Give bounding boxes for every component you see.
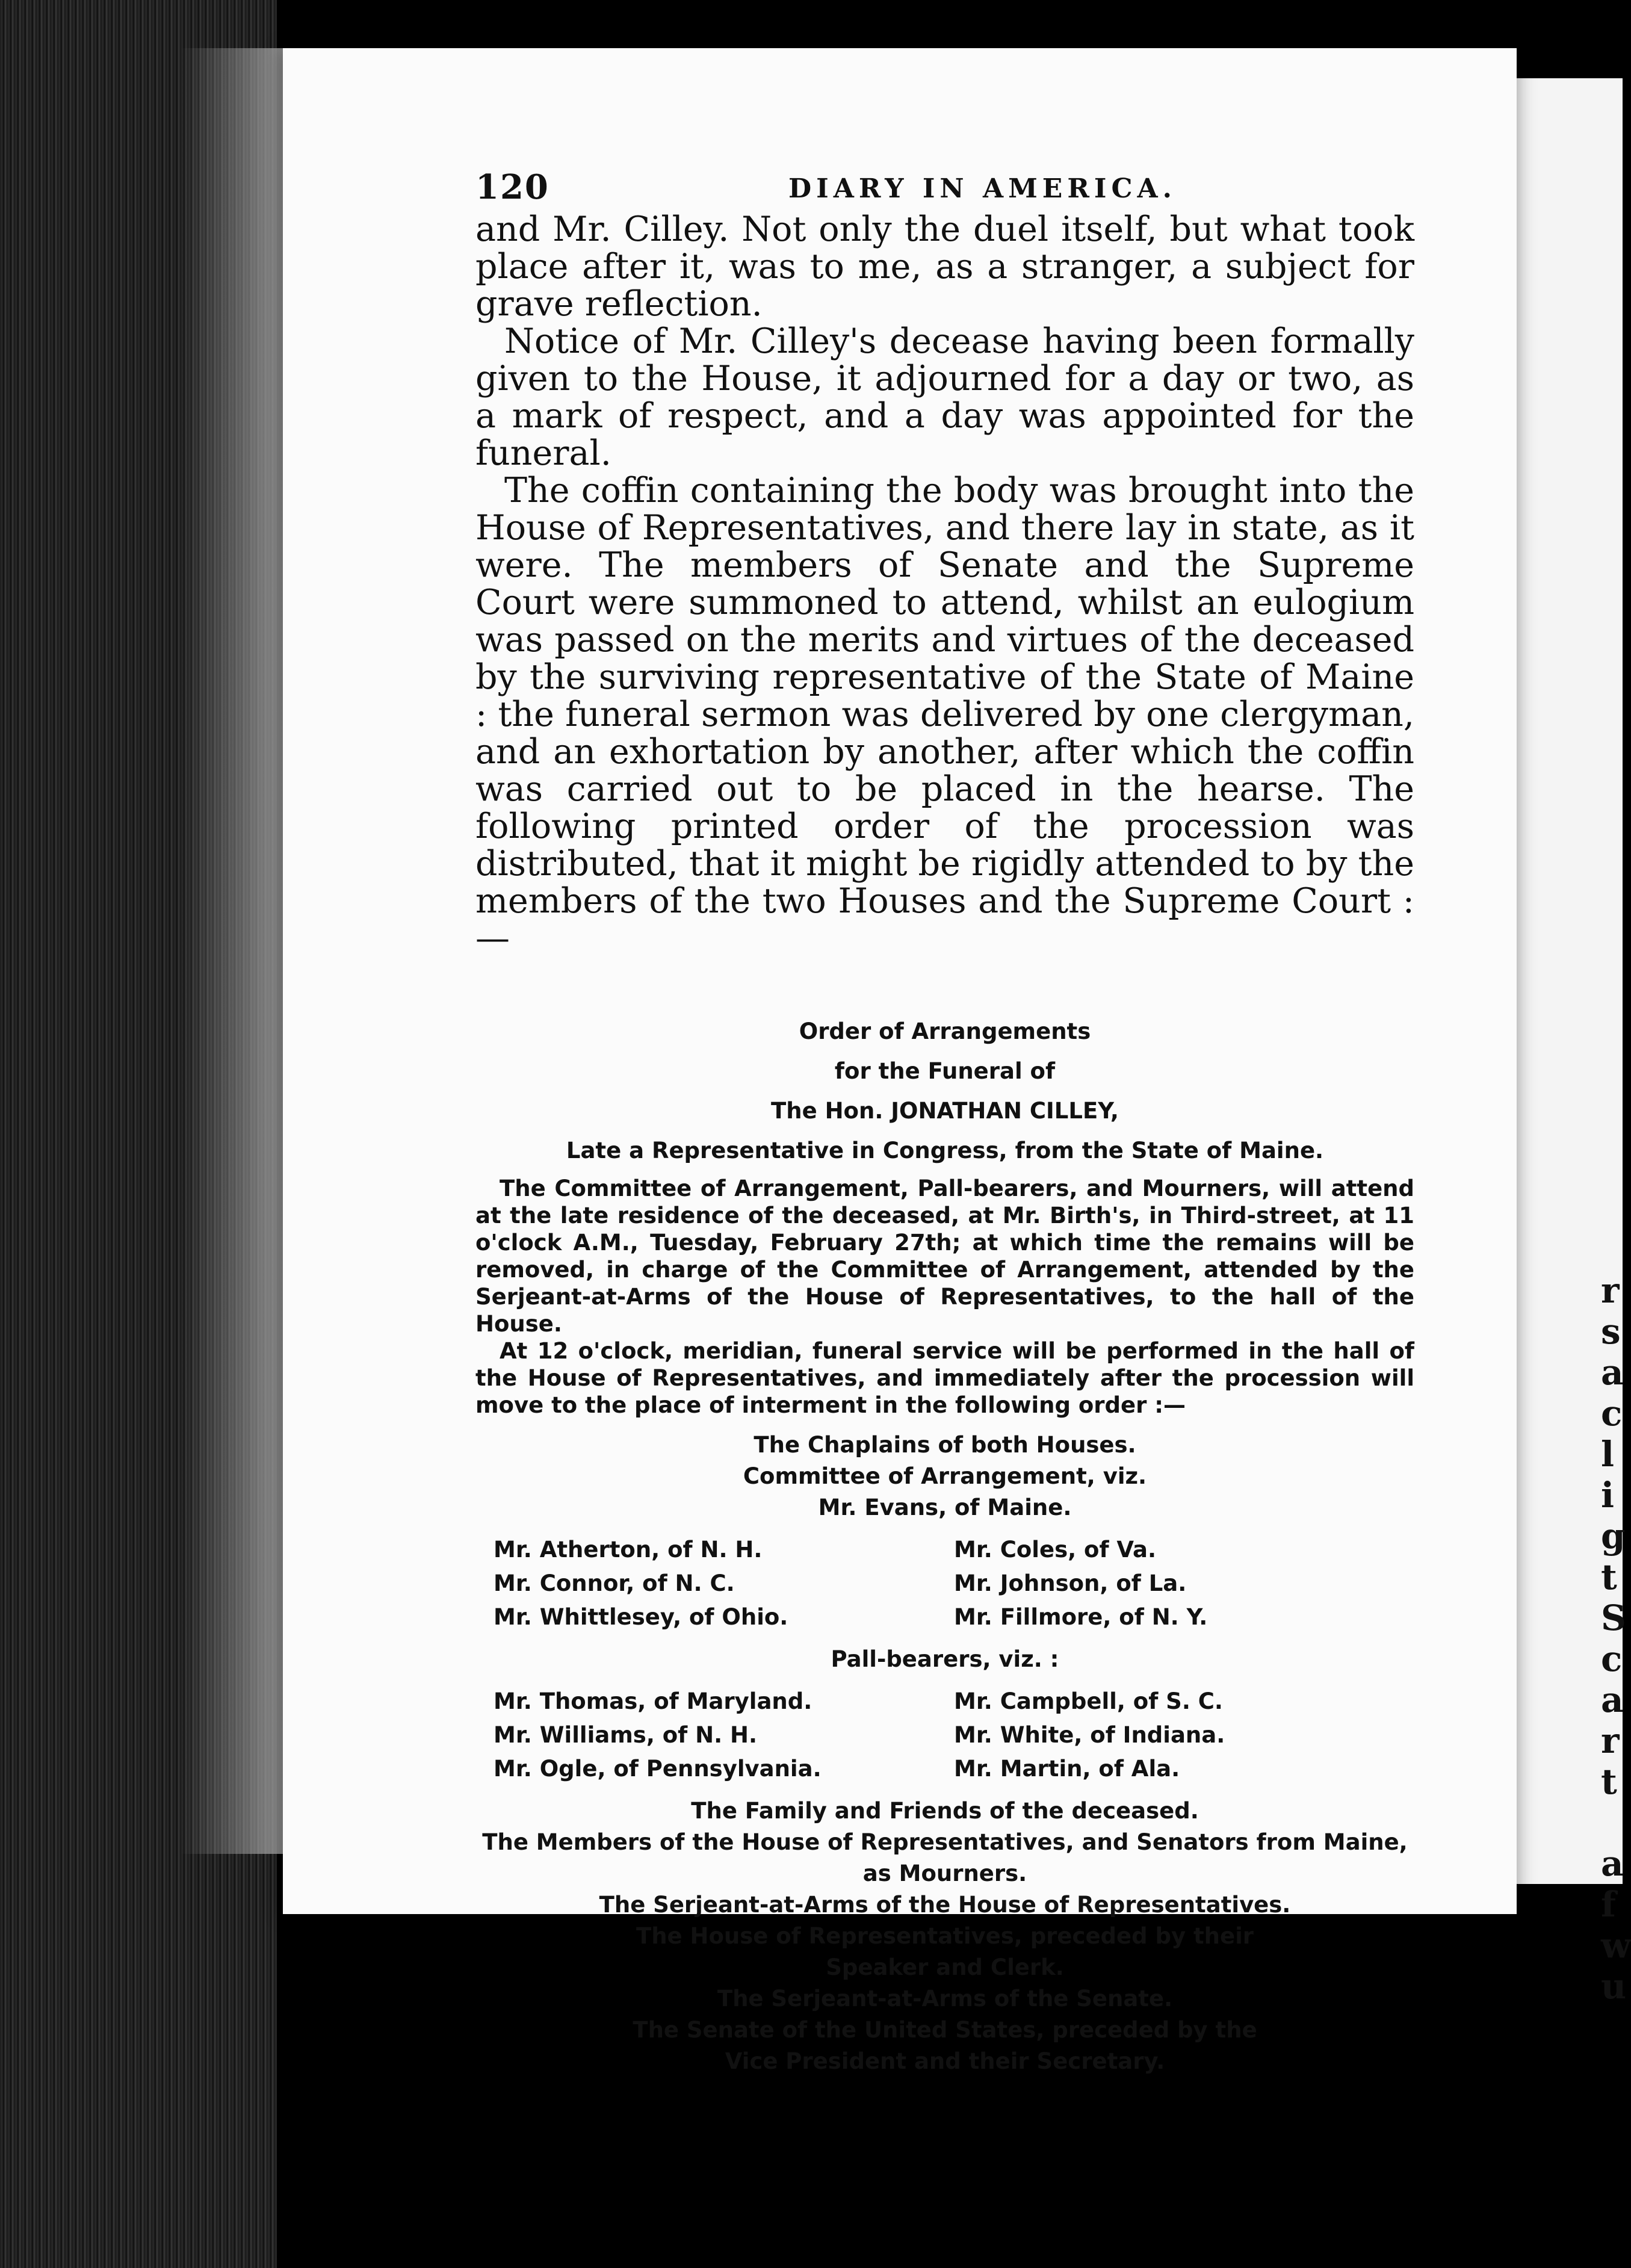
procession-line: The Senate of the United States, preceded by the: [633, 2017, 1257, 2043]
facing-page-letter: w: [1601, 1925, 1631, 1966]
facing-page-letter: u: [1601, 1966, 1627, 2007]
list-item: Mr. Atherton, of N. H.: [494, 1537, 763, 1563]
pallbearers-label: Pall-bearers, viz. :: [831, 1646, 1059, 1672]
committee-members: [494, 1533, 1414, 1634]
paragraph-3: The coffin containing the body was brought into the House of Representatives, and there lay in state, as it were. The members of Senate and the Supreme Court were summoned to attend, whilst an eulogium was passed on the merits and virtues of the deceased by the surviving representative of the State of Maine : the funeral sermon was delivered by one clergyman, and an exhortation by another, after which the coffin was carried out to be placed in the hearse. The following printed order of the procession was distributed, that it might be rigidly attended to by the members of the two Houses and the Supreme Court :—: [475, 471, 1414, 958]
procession-line: The Family and Friends of the deceased.: [691, 1798, 1199, 1824]
chaplains-line: The Chaplains of both Houses.: [754, 1432, 1136, 1458]
list-item: Mr. Thomas, of Maryland.: [494, 1688, 812, 1714]
pallbearers-members: [494, 1685, 1414, 1786]
procession-line: Speaker and Clerk.: [826, 1954, 1064, 1980]
list-item: Mr. Ogle, of Pennsylvania.: [494, 1756, 822, 1782]
procession-line: The Serjeant-at-Arms of the House of Representatives.: [599, 1892, 1291, 1918]
page-content: [475, 167, 1414, 2077]
facing-page-letter: t: [1601, 1761, 1617, 1802]
list-item: Mr. White, of Indiana.: [954, 1722, 1225, 1748]
pallbearers-right-column: [954, 1685, 1414, 1786]
facing-page-letter: a: [1601, 1352, 1624, 1393]
list-item: Mr. Connor, of N. C.: [494, 1570, 735, 1596]
facing-page-letter: a: [1601, 1843, 1624, 1884]
order-of-arrangements: [475, 1016, 1414, 2077]
paragraph-2: Notice of Mr. Cilley's decease having been formally given to the House, it adjourned for a day or two, as a mark of respect, and a day was appointed for the funeral.: [475, 321, 1414, 473]
facing-page-letter: [1601, 1802, 1625, 1843]
facing-page-letter: g: [1601, 1516, 1626, 1557]
gutter-shading: [181, 48, 289, 1854]
page-header: [475, 167, 1414, 211]
list-item: Mr. Campbell, of S. C.: [954, 1688, 1223, 1714]
committee-chair: Mr. Evans, of Maine.: [818, 1495, 1072, 1520]
list-item: Mr. Johnson, of La.: [954, 1570, 1187, 1596]
procession-line: The Members of the House of Representatives, and Senators from Maine,: [482, 1829, 1408, 1855]
order-subheading: for the Funeral of: [834, 1058, 1056, 1084]
honoree-name: The Hon. JONATHAN CILLEY,: [771, 1098, 1119, 1124]
paragraph-1: and Mr. Cilley. Not only the duel itself, but what took place after it, was to me, as a stranger, a subject for grave reflection.: [475, 209, 1414, 324]
facing-page-letter: S: [1601, 1597, 1626, 1638]
order-paragraph-1: The Committee of Arrangement, Pall-bearers, and Mourners, will attend at the late residence of the deceased, at Mr. Birth's, in Third-street, at 11 o'clock A.M., Tuesday, February 27th; at which time the remains will be removed, in charge of the Committee of Arrangement, attended by the Serjeant-at-Arms of the House of Representatives, to the hall of the House.: [475, 1176, 1414, 1337]
body-text: [475, 211, 1414, 957]
list-item: Mr. Martin, of Ala.: [954, 1756, 1180, 1782]
facing-page-letter: i: [1601, 1475, 1615, 1516]
honoree-description: Late a Representative in Congress, from the State of Maine.: [566, 1138, 1324, 1163]
running-title: DIARY IN AMERICA.: [788, 173, 1177, 204]
committee-label: Committee of Arrangement, viz.: [743, 1463, 1147, 1489]
procession-line: as Mourners.: [862, 1861, 1027, 1886]
facing-page-letters: [1601, 1270, 1631, 2007]
facing-page-letter: r: [1601, 1720, 1620, 1761]
list-item: Mr. Williams, of N. H.: [494, 1722, 758, 1748]
committee-right-column: [954, 1533, 1414, 1634]
pallbearers-left-column: [494, 1685, 954, 1786]
list-item: Mr. Fillmore, of N. Y.: [954, 1604, 1208, 1630]
facing-page-letter: s: [1601, 1311, 1621, 1352]
page-number: 120: [475, 167, 549, 207]
list-item: Mr. Whittlesey, of Ohio.: [494, 1604, 788, 1630]
order-heading: Order of Arrangements: [799, 1018, 1091, 1044]
facing-page-letter: t: [1601, 1557, 1617, 1597]
order-paragraph-2: At 12 o'clock, meridian, funeral service will be performed in the hall of the House of Representatives, and immediately after the procession will move to the place of interment in the following order :—: [475, 1338, 1414, 1418]
facing-page-letter: a: [1601, 1679, 1624, 1720]
procession-line: Vice President and their Secretary.: [725, 2048, 1165, 2074]
committee-left-column: [494, 1533, 954, 1634]
facing-page-letter: r: [1601, 1270, 1620, 1311]
list-item: Mr. Coles, of Va.: [954, 1537, 1157, 1563]
facing-page-letter: f: [1601, 1884, 1616, 1925]
facing-page-letter: l: [1601, 1434, 1615, 1475]
facing-page-letter: c: [1601, 1638, 1623, 1679]
procession-line: The House of Representatives, preceded by their: [636, 1923, 1254, 1949]
procession-line: The Serjeant-at-Arms of the Senate.: [717, 1986, 1173, 2012]
facing-page-letter: c: [1601, 1393, 1623, 1434]
